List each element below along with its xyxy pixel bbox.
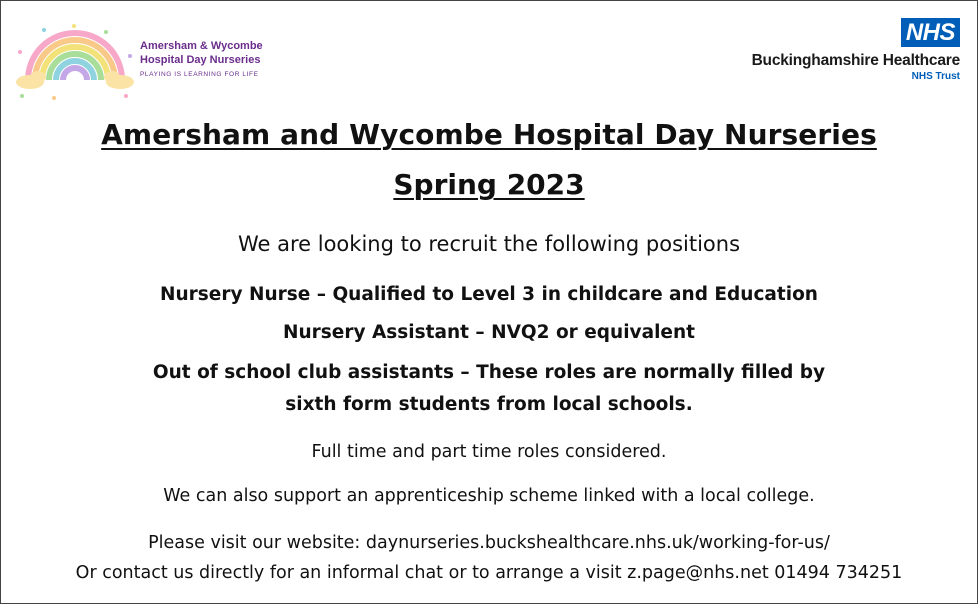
page-title: Amersham and Wycombe Hospital Day Nurseries [101, 118, 877, 151]
page-subtitle: Spring 2023 [393, 168, 585, 201]
logo-tagline: PLAYING IS LEARNING FOR LIFE [140, 70, 259, 78]
logo-name-line2: Hospital Day Nurseries [140, 53, 261, 66]
position-nursery-nurse: Nursery Nurse – Qualified to Level 3 in childcare and Education [160, 284, 818, 305]
logo-name-line1: Amersham & Wycombe [140, 40, 263, 52]
nhs-trust-label: NHS Trust [911, 71, 960, 82]
roles-note: Full time and part time roles considered. [311, 442, 667, 462]
nhs-logo [752, 18, 960, 82]
position-nursery-assistant: Nursery Assistant – NVQ2 or equivalent [283, 322, 695, 343]
intro-text: We are looking to recruit the following positions [237, 232, 741, 256]
position-out-of-school-line2: sixth form students from local schools. [285, 394, 693, 415]
website-note: Please visit our website: daynurseries.buckshealthcare.nhs.uk/working-for-us/ [148, 533, 830, 553]
apprenticeship-note: We can also support an apprenticeship scheme linked with a local college. [163, 486, 815, 506]
position-out-of-school-line1: Out of school club assistants – These roles are normally filled by [152, 362, 826, 383]
contact-note: Or contact us directly for an informal chat or to arrange a visit z.page@nhs.net 01494 734251 [75, 563, 903, 583]
rainbow-icon [14, 22, 136, 102]
nhs-badge: NHS [901, 18, 960, 47]
nursery-logo [14, 22, 274, 102]
nhs-org-name: Buckinghamshire Healthcare [751, 52, 960, 69]
